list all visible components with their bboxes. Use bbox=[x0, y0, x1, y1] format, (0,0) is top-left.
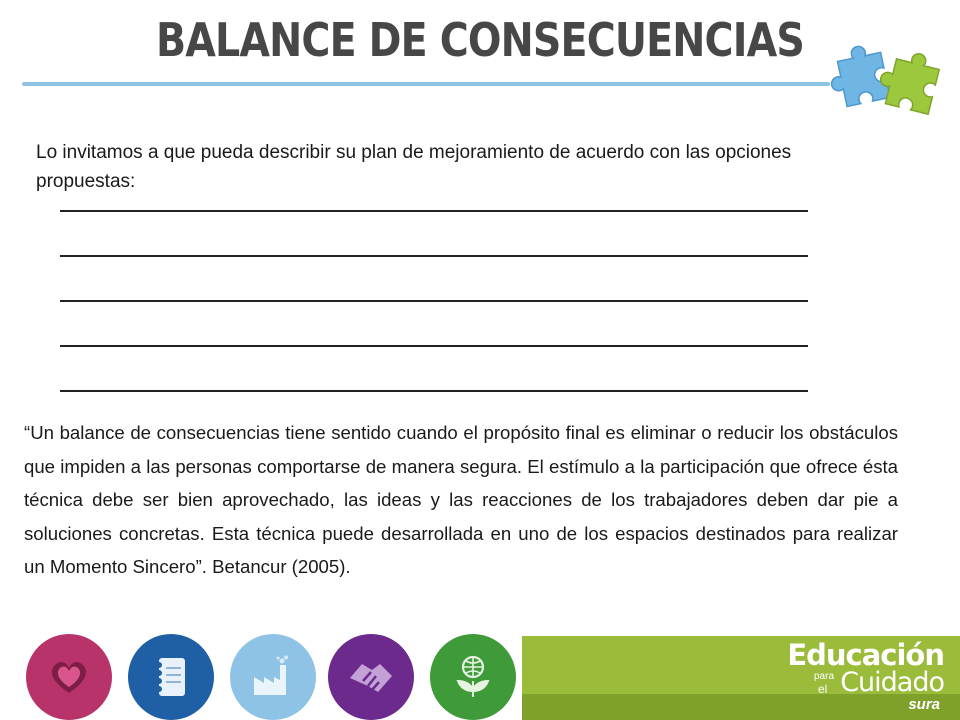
answer-line bbox=[60, 255, 808, 257]
answer-line bbox=[60, 210, 808, 212]
title-underline bbox=[22, 82, 830, 86]
brand-line1: Educación bbox=[787, 638, 944, 672]
brand-el: el bbox=[818, 682, 828, 696]
page-title: BALANCE DE CONSECUENCIAS bbox=[156, 13, 804, 67]
answer-line bbox=[60, 300, 808, 302]
answer-line bbox=[60, 345, 808, 347]
brand-para: para bbox=[814, 671, 835, 682]
quote-paragraph: “Un balance de consecuencias tiene sentido cuando el propósito final es eliminar o reducir los obstáculos que impiden a las personas comportarse de manera segura. El estímulo a la participación que ofrece ésta técnica debe ser bien aprovechado, las ideas y las reacciones de los trabajadores deben dar pie a soluciones concretas. Esta técnica puede desarrollada en uno de los espacios destinados para realizar un Momento Sincero”. Betancur (2005). bbox=[24, 422, 898, 578]
footer bbox=[0, 626, 960, 720]
answer-line bbox=[60, 390, 808, 392]
sura-logo: sura bbox=[908, 696, 940, 713]
globe-plant-icon bbox=[430, 634, 516, 720]
notebook-icon bbox=[128, 634, 214, 720]
factory-icon bbox=[230, 634, 316, 720]
heart-icon bbox=[26, 634, 112, 720]
instructions-text: Lo invitamos a que pueda describir su plan de mejoramiento de acuerdo con las opciones propuestas: bbox=[36, 142, 792, 192]
answer-lines bbox=[60, 210, 808, 435]
brand-logo bbox=[522, 636, 960, 720]
brand-line2: Cuidado bbox=[840, 667, 944, 698]
puzzle-pieces-icon bbox=[830, 38, 948, 124]
handshake-icon bbox=[328, 634, 414, 720]
